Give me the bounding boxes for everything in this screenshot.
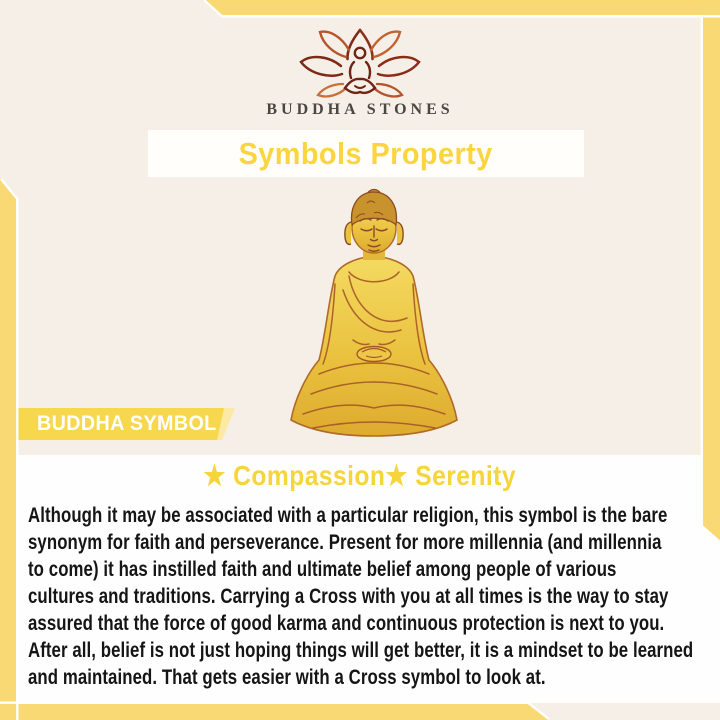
- description-line: assured that the force of good karma and continuous protection is next to you.: [28, 612, 665, 635]
- brand-name: BUDDHA STONES: [266, 101, 454, 118]
- symbol-label: BUDDHA SYMBOL: [37, 412, 217, 435]
- description-line: Although it may be associated with a particular religion, this symbol is the bare: [28, 504, 668, 527]
- properties-heading: [0, 461, 720, 491]
- properties-heading-text: ★ Compassion★ Serenity: [203, 460, 517, 491]
- description-line: synonym for faith and perseverance. Present for more millennia (and millennia: [28, 531, 662, 554]
- description-line: and maintained. That gets easier with a Cross symbol to look at.: [28, 666, 546, 689]
- buddha-illustration: [283, 188, 465, 442]
- lotus-meditation-icon: [295, 26, 425, 104]
- description-line: cultures and traditions. Carrying a Cross with you at all times is the way to stay: [28, 585, 669, 608]
- description-paragraph: [28, 502, 708, 691]
- brand-logo: [295, 26, 425, 104]
- symbol-label-banner: [16, 408, 248, 440]
- title-banner: [148, 130, 584, 177]
- page-title: Symbols Property: [238, 135, 494, 171]
- description-line: After all, belief is not just hoping things will get better, it is a mindset to be learned: [28, 639, 694, 662]
- description-line: to come) it has instilled faith and ultimate belief among people of various: [28, 558, 617, 581]
